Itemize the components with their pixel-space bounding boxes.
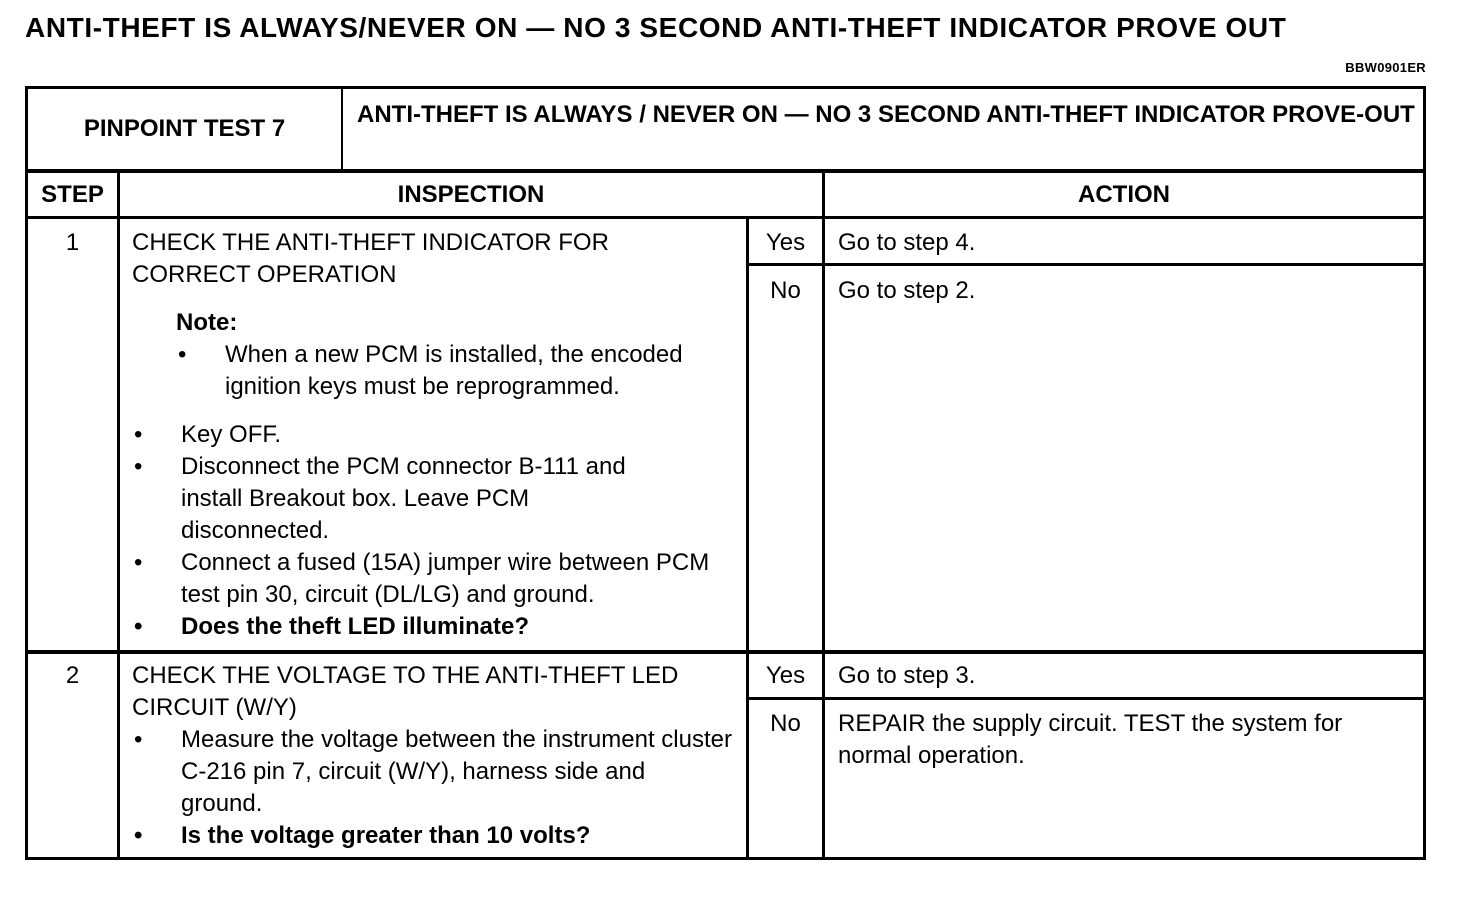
step-1-heading: CHECK THE ANTI-THEFT INDICATOR FOR CORRECT OPERATION	[132, 229, 609, 288]
rule-step2-yes-no	[747, 697, 1423, 700]
pinpoint-test-description: ANTI-THEFT IS ALWAYS / NEVER ON — NO 3 SECOND ANTI-THEFT INDICATOR PROVE-OUT	[357, 101, 1415, 128]
rule-between-steps	[28, 650, 1423, 654]
step-2-inspection	[132, 660, 732, 852]
document-code: BBW0901ER	[1345, 60, 1426, 75]
step-1-note	[176, 307, 732, 403]
step-1-item: • Key OFF.	[132, 419, 732, 451]
step-1-procedure-list	[132, 419, 732, 643]
step-2-procedure-list	[132, 724, 732, 852]
step-1-note-list	[176, 339, 732, 403]
rule-yes-no-column	[746, 219, 749, 857]
pinpoint-test-table	[25, 86, 1426, 860]
step-1-inspection	[132, 227, 732, 643]
step-1-note-item: • When a new PCM is installed, the encoded ignition keys must be reprogrammed.	[176, 339, 732, 403]
inspection-column-header: INSPECTION	[397, 181, 545, 208]
rule-action-column	[822, 171, 825, 857]
step-2-no-action: REPAIR the supply circuit. TEST the system for normal operation.	[838, 710, 1343, 769]
rule-step1-yes-no	[747, 263, 1423, 266]
step-2-no-label: No	[770, 710, 801, 737]
step-2-number: 2	[65, 662, 80, 689]
step-1-item: • Connect a fused (15A) jumper wire between PCM test pin 30, circuit (DL/LG) and ground.	[132, 547, 732, 611]
step-1-yes-label: Yes	[765, 229, 806, 256]
step-2-item: • Measure the voltage between the instrument cluster C-216 pin 7, circuit (W/Y), harness side and ground.	[132, 724, 732, 820]
step-1-note-label: Note:	[176, 309, 238, 336]
step-1-question: • Does the theft LED illuminate?	[132, 611, 732, 643]
rule-step-column	[117, 171, 120, 857]
step-2-question: • Is the voltage greater than 10 volts?	[132, 820, 732, 852]
step-1-number: 1	[65, 229, 80, 256]
action-column-header: ACTION	[1078, 181, 1170, 208]
rule-below-title-row	[28, 169, 1423, 173]
step-1-item: • Disconnect the PCM connector B-111 and install Breakout box. Leave PCM disconnected.	[132, 451, 732, 547]
step-1-no-label: No	[770, 277, 801, 304]
step-2-heading: CHECK THE VOLTAGE TO THE ANTI-THEFT LED CIRCUIT (W/Y)	[132, 662, 679, 721]
step-column-header: STEP	[41, 181, 104, 208]
rule-below-header-row	[28, 216, 1423, 219]
page-title: ANTI-THEFT IS ALWAYS/NEVER ON — NO 3 SECOND ANTI-THEFT INDICATOR PROVE OUT	[25, 12, 1287, 43]
step-2-yes-action: Go to step 3.	[838, 662, 976, 689]
pinpoint-test-label: PINPOINT TEST 7	[83, 115, 286, 142]
step-1-no-action: Go to step 2.	[838, 277, 976, 304]
rule-title-divider	[341, 89, 343, 171]
step-2-yes-label: Yes	[765, 662, 806, 689]
step-1-yes-action: Go to step 4.	[838, 229, 976, 256]
